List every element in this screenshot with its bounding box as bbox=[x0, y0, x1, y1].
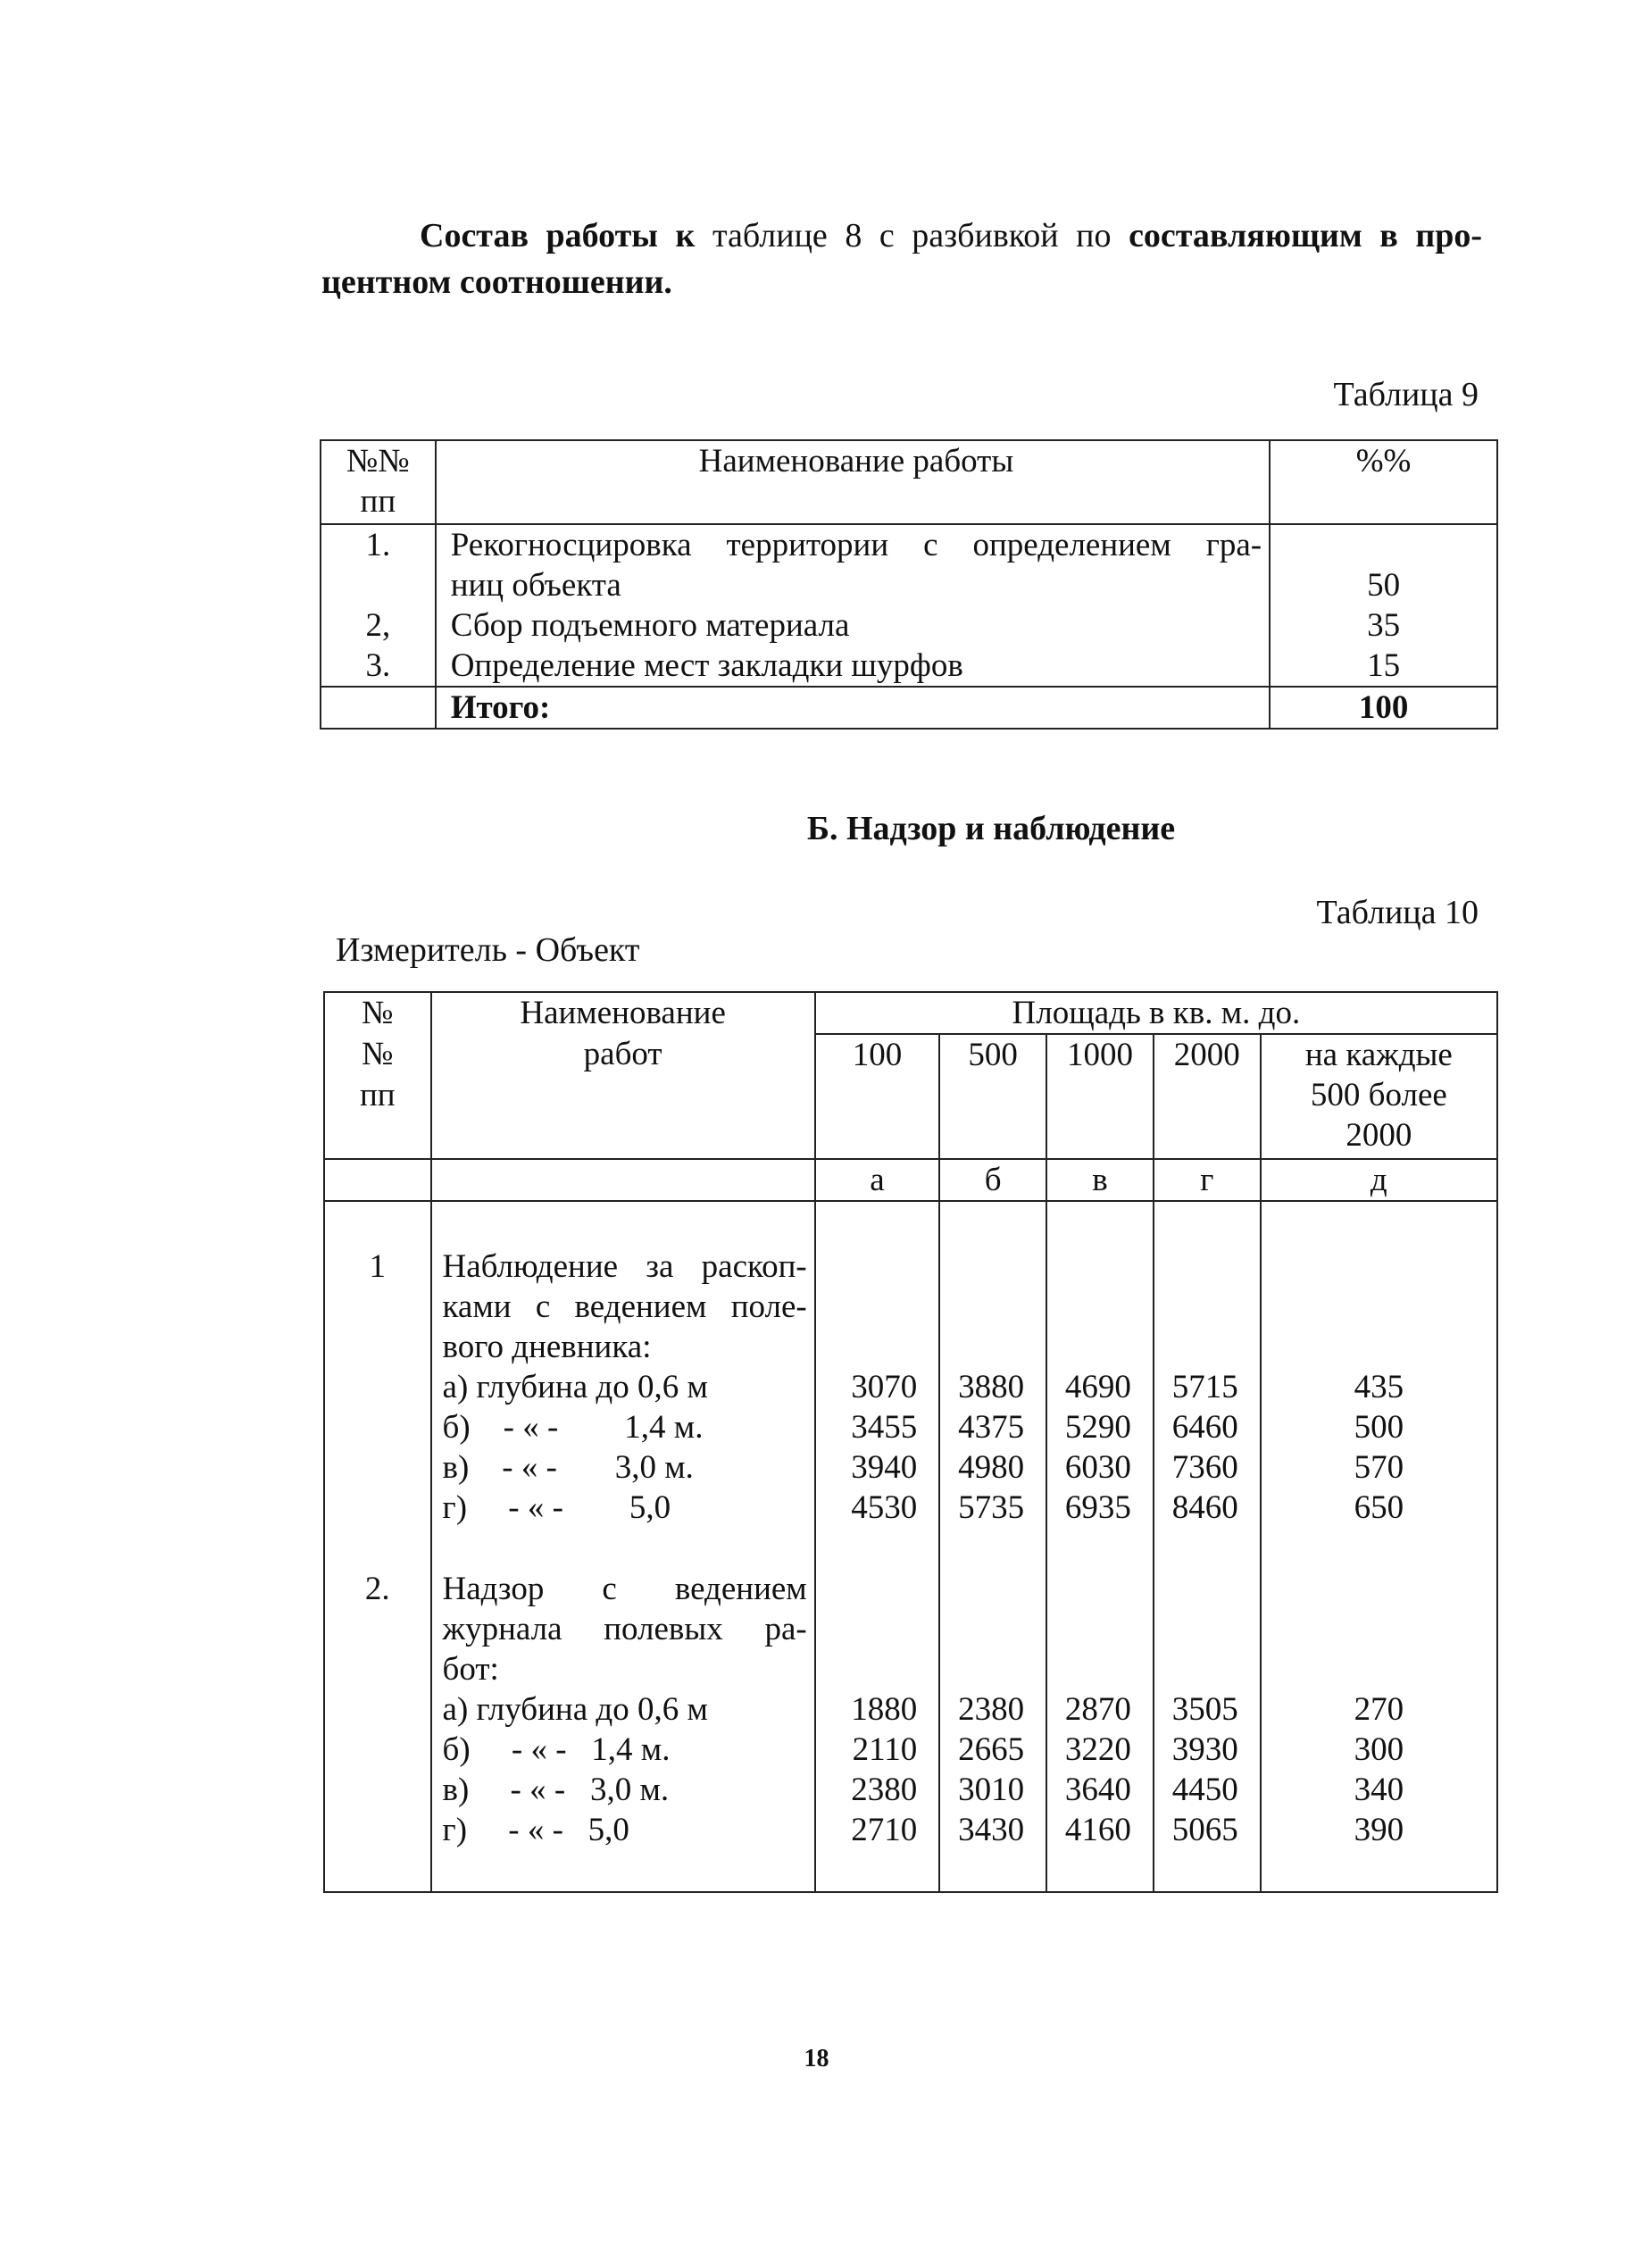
table9-header-row bbox=[321, 440, 1497, 524]
group-num: 1 bbox=[324, 1201, 431, 1367]
value-g: 4450 bbox=[1154, 1770, 1261, 1810]
value-d: 300 bbox=[1261, 1730, 1497, 1770]
empty-cell bbox=[1046, 1850, 1154, 1892]
intro-bold-a: Состав работы к bbox=[420, 217, 696, 254]
letter-b: б bbox=[939, 1159, 1046, 1201]
table-row bbox=[324, 1367, 1497, 1407]
section-b-title: Б. Надзор и наблюдение bbox=[806, 810, 1176, 847]
table10 bbox=[323, 991, 1498, 1893]
row-label: а) глубина до 0,6 м bbox=[431, 1367, 815, 1407]
value-v: 4160 bbox=[1046, 1810, 1154, 1850]
value-b: 3880 bbox=[939, 1367, 1046, 1407]
table-row bbox=[324, 1810, 1497, 1850]
value-b: 3010 bbox=[939, 1770, 1046, 1810]
row-name bbox=[436, 524, 1270, 605]
value-b: 2665 bbox=[939, 1730, 1046, 1770]
table9 bbox=[320, 439, 1498, 730]
value-g: 6460 bbox=[1154, 1407, 1261, 1447]
letter-empty bbox=[431, 1159, 815, 1201]
letter-a: а bbox=[815, 1159, 940, 1201]
empty-cell bbox=[1154, 1201, 1261, 1367]
value-a: 3455 bbox=[815, 1407, 940, 1447]
row-label: г) - « - 5,0 bbox=[431, 1810, 815, 1850]
table9-label: Таблица 9 bbox=[1333, 376, 1479, 413]
value-v: 3640 bbox=[1046, 1770, 1154, 1810]
empty-cell bbox=[324, 1689, 431, 1730]
table10-header-row-1 bbox=[324, 992, 1497, 1034]
table-row bbox=[324, 1770, 1497, 1810]
value-d: 270 bbox=[1261, 1689, 1497, 1730]
table10-header-area: Площадь в кв. м. до. bbox=[815, 992, 1497, 1034]
group-num: 2. bbox=[324, 1528, 431, 1689]
group-title-line: Наблюдение за раскоп- bbox=[442, 1248, 807, 1285]
empty-cell bbox=[431, 1850, 815, 1892]
table10-col-500: 500 bbox=[939, 1034, 1046, 1159]
value-a: 2110 bbox=[815, 1730, 940, 1770]
value-v: 4690 bbox=[1046, 1367, 1154, 1407]
empty-cell bbox=[324, 1730, 431, 1770]
intro-bold-b: составляющим в про- bbox=[1129, 217, 1483, 254]
table-row bbox=[321, 524, 1497, 605]
empty-cell bbox=[324, 1770, 431, 1810]
empty-cell bbox=[1046, 1528, 1154, 1689]
value-b: 4375 bbox=[939, 1407, 1046, 1447]
group-title-line: вого дневника: bbox=[442, 1329, 652, 1365]
empty-cell bbox=[324, 1810, 431, 1850]
table10-col-1000: 1000 bbox=[1046, 1034, 1154, 1159]
total-empty-cell bbox=[321, 687, 436, 729]
row-name: Определение мест закладки шурфов bbox=[436, 646, 1270, 687]
table10-header-name: Наименование работ bbox=[431, 992, 815, 1159]
row-label: в) - « - 3,0 м. bbox=[431, 1447, 815, 1488]
table10-group-title bbox=[324, 1201, 1497, 1367]
table9-header-num: №№ пп bbox=[321, 440, 436, 524]
table9-header-name: Наименование работы bbox=[436, 440, 1270, 524]
empty-cell bbox=[815, 1201, 940, 1367]
row-num: 1. bbox=[321, 524, 436, 605]
empty-cell bbox=[324, 1407, 431, 1447]
row-label: б) - « - 1,4 м. bbox=[431, 1407, 815, 1447]
value-a: 3070 bbox=[815, 1367, 940, 1407]
value-b: 4980 bbox=[939, 1447, 1046, 1488]
value-a: 3940 bbox=[815, 1447, 940, 1488]
page-number: 18 bbox=[804, 2045, 829, 2072]
empty-cell bbox=[1046, 1201, 1154, 1367]
empty-cell bbox=[324, 1850, 431, 1892]
table-row bbox=[321, 646, 1497, 687]
table-row bbox=[324, 1447, 1497, 1488]
letter-empty bbox=[324, 1159, 431, 1201]
empty-cell bbox=[324, 1488, 431, 1528]
table10-label: Таблица 10 bbox=[1316, 894, 1479, 931]
table10-group-title bbox=[324, 1528, 1497, 1689]
table10-col-each500: на каждые 500 более 2000 bbox=[1261, 1034, 1497, 1159]
group-title-line: журнала полевых ра- bbox=[442, 1611, 807, 1647]
value-a: 2710 bbox=[815, 1810, 940, 1850]
table-row bbox=[324, 1689, 1497, 1730]
value-d: 650 bbox=[1261, 1488, 1497, 1528]
table10-header-num: №№ пп bbox=[324, 992, 431, 1159]
empty-cell bbox=[1154, 1528, 1261, 1689]
row-label: а) глубина до 0,6 м bbox=[431, 1689, 815, 1730]
row-label: б) - « - 1,4 м. bbox=[431, 1730, 815, 1770]
table-row bbox=[321, 605, 1497, 646]
value-v: 5290 bbox=[1046, 1407, 1154, 1447]
group-title-line: ками с ведением поле- bbox=[442, 1288, 807, 1325]
table10-meter: Измеритель - Объект bbox=[336, 931, 640, 969]
value-b: 5735 bbox=[939, 1488, 1046, 1528]
empty-cell bbox=[939, 1201, 1046, 1367]
intro-paragraph bbox=[321, 213, 1482, 305]
table10-letter-row bbox=[324, 1159, 1497, 1201]
row-num: 2, bbox=[321, 605, 436, 646]
value-a: 2380 bbox=[815, 1770, 940, 1810]
value-a: 4530 bbox=[815, 1488, 940, 1528]
letter-v: в bbox=[1046, 1159, 1154, 1201]
group-title bbox=[431, 1528, 815, 1689]
row-label: в) - « - 3,0 м. bbox=[431, 1770, 815, 1810]
value-b: 2380 bbox=[939, 1689, 1046, 1730]
value-a: 1880 bbox=[815, 1689, 940, 1730]
row-percent: 50 bbox=[1270, 524, 1497, 605]
table10-bottom-row bbox=[324, 1850, 1497, 1892]
value-g: 7360 bbox=[1154, 1447, 1261, 1488]
group-title bbox=[431, 1201, 815, 1367]
value-g: 8460 bbox=[1154, 1488, 1261, 1528]
total-label: Итого: bbox=[436, 687, 1270, 729]
value-d: 500 bbox=[1261, 1407, 1497, 1447]
table-row bbox=[324, 1488, 1497, 1528]
value-v: 6030 bbox=[1046, 1447, 1154, 1488]
table9-total-row bbox=[321, 687, 1497, 729]
total-value: 100 bbox=[1270, 687, 1497, 729]
table-row bbox=[324, 1730, 1497, 1770]
value-v: 2870 bbox=[1046, 1689, 1154, 1730]
row-percent: 35 bbox=[1270, 605, 1497, 646]
empty-cell bbox=[1261, 1201, 1497, 1367]
letter-d: д bbox=[1261, 1159, 1497, 1201]
table10-col-100: 100 bbox=[815, 1034, 940, 1159]
row-percent: 15 bbox=[1270, 646, 1497, 687]
value-g: 3505 bbox=[1154, 1689, 1261, 1730]
empty-cell bbox=[1261, 1850, 1497, 1892]
row-num: 3. bbox=[321, 646, 436, 687]
value-v: 6935 bbox=[1046, 1488, 1154, 1528]
value-v: 3220 bbox=[1046, 1730, 1154, 1770]
value-d: 340 bbox=[1261, 1770, 1497, 1810]
table9-header-percent: %% bbox=[1270, 440, 1497, 524]
table10-col-2000: 2000 bbox=[1154, 1034, 1261, 1159]
value-b: 3430 bbox=[939, 1810, 1046, 1850]
group-title-line: Надзор с ведением bbox=[442, 1571, 807, 1607]
row-name: Сбор подъемного материала bbox=[436, 605, 1270, 646]
empty-cell bbox=[324, 1367, 431, 1407]
table-row bbox=[324, 1407, 1497, 1447]
empty-cell bbox=[324, 1447, 431, 1488]
letter-g: г bbox=[1154, 1159, 1261, 1201]
value-d: 390 bbox=[1261, 1810, 1497, 1850]
empty-cell bbox=[1261, 1528, 1497, 1689]
value-d: 570 bbox=[1261, 1447, 1497, 1488]
intro-line-1 bbox=[321, 213, 1482, 259]
intro-line-2: центном соотношении. bbox=[321, 263, 672, 301]
group-title-line: бот: bbox=[442, 1651, 499, 1688]
intro-text: таблице 8 с разбивкой по bbox=[712, 217, 1112, 254]
empty-cell bbox=[1154, 1850, 1261, 1892]
value-d: 435 bbox=[1261, 1367, 1497, 1407]
value-g: 5715 bbox=[1154, 1367, 1261, 1407]
empty-cell bbox=[939, 1850, 1046, 1892]
row-label: г) - « - 5,0 bbox=[431, 1488, 815, 1528]
empty-cell bbox=[939, 1528, 1046, 1689]
row-name-line: ниц объекта bbox=[450, 567, 621, 604]
empty-cell bbox=[815, 1850, 940, 1892]
row-name-line: Рекогносцировка территории с определением гра- bbox=[450, 527, 1262, 563]
empty-cell bbox=[815, 1528, 940, 1689]
value-g: 3930 bbox=[1154, 1730, 1261, 1770]
value-g: 5065 bbox=[1154, 1810, 1261, 1850]
